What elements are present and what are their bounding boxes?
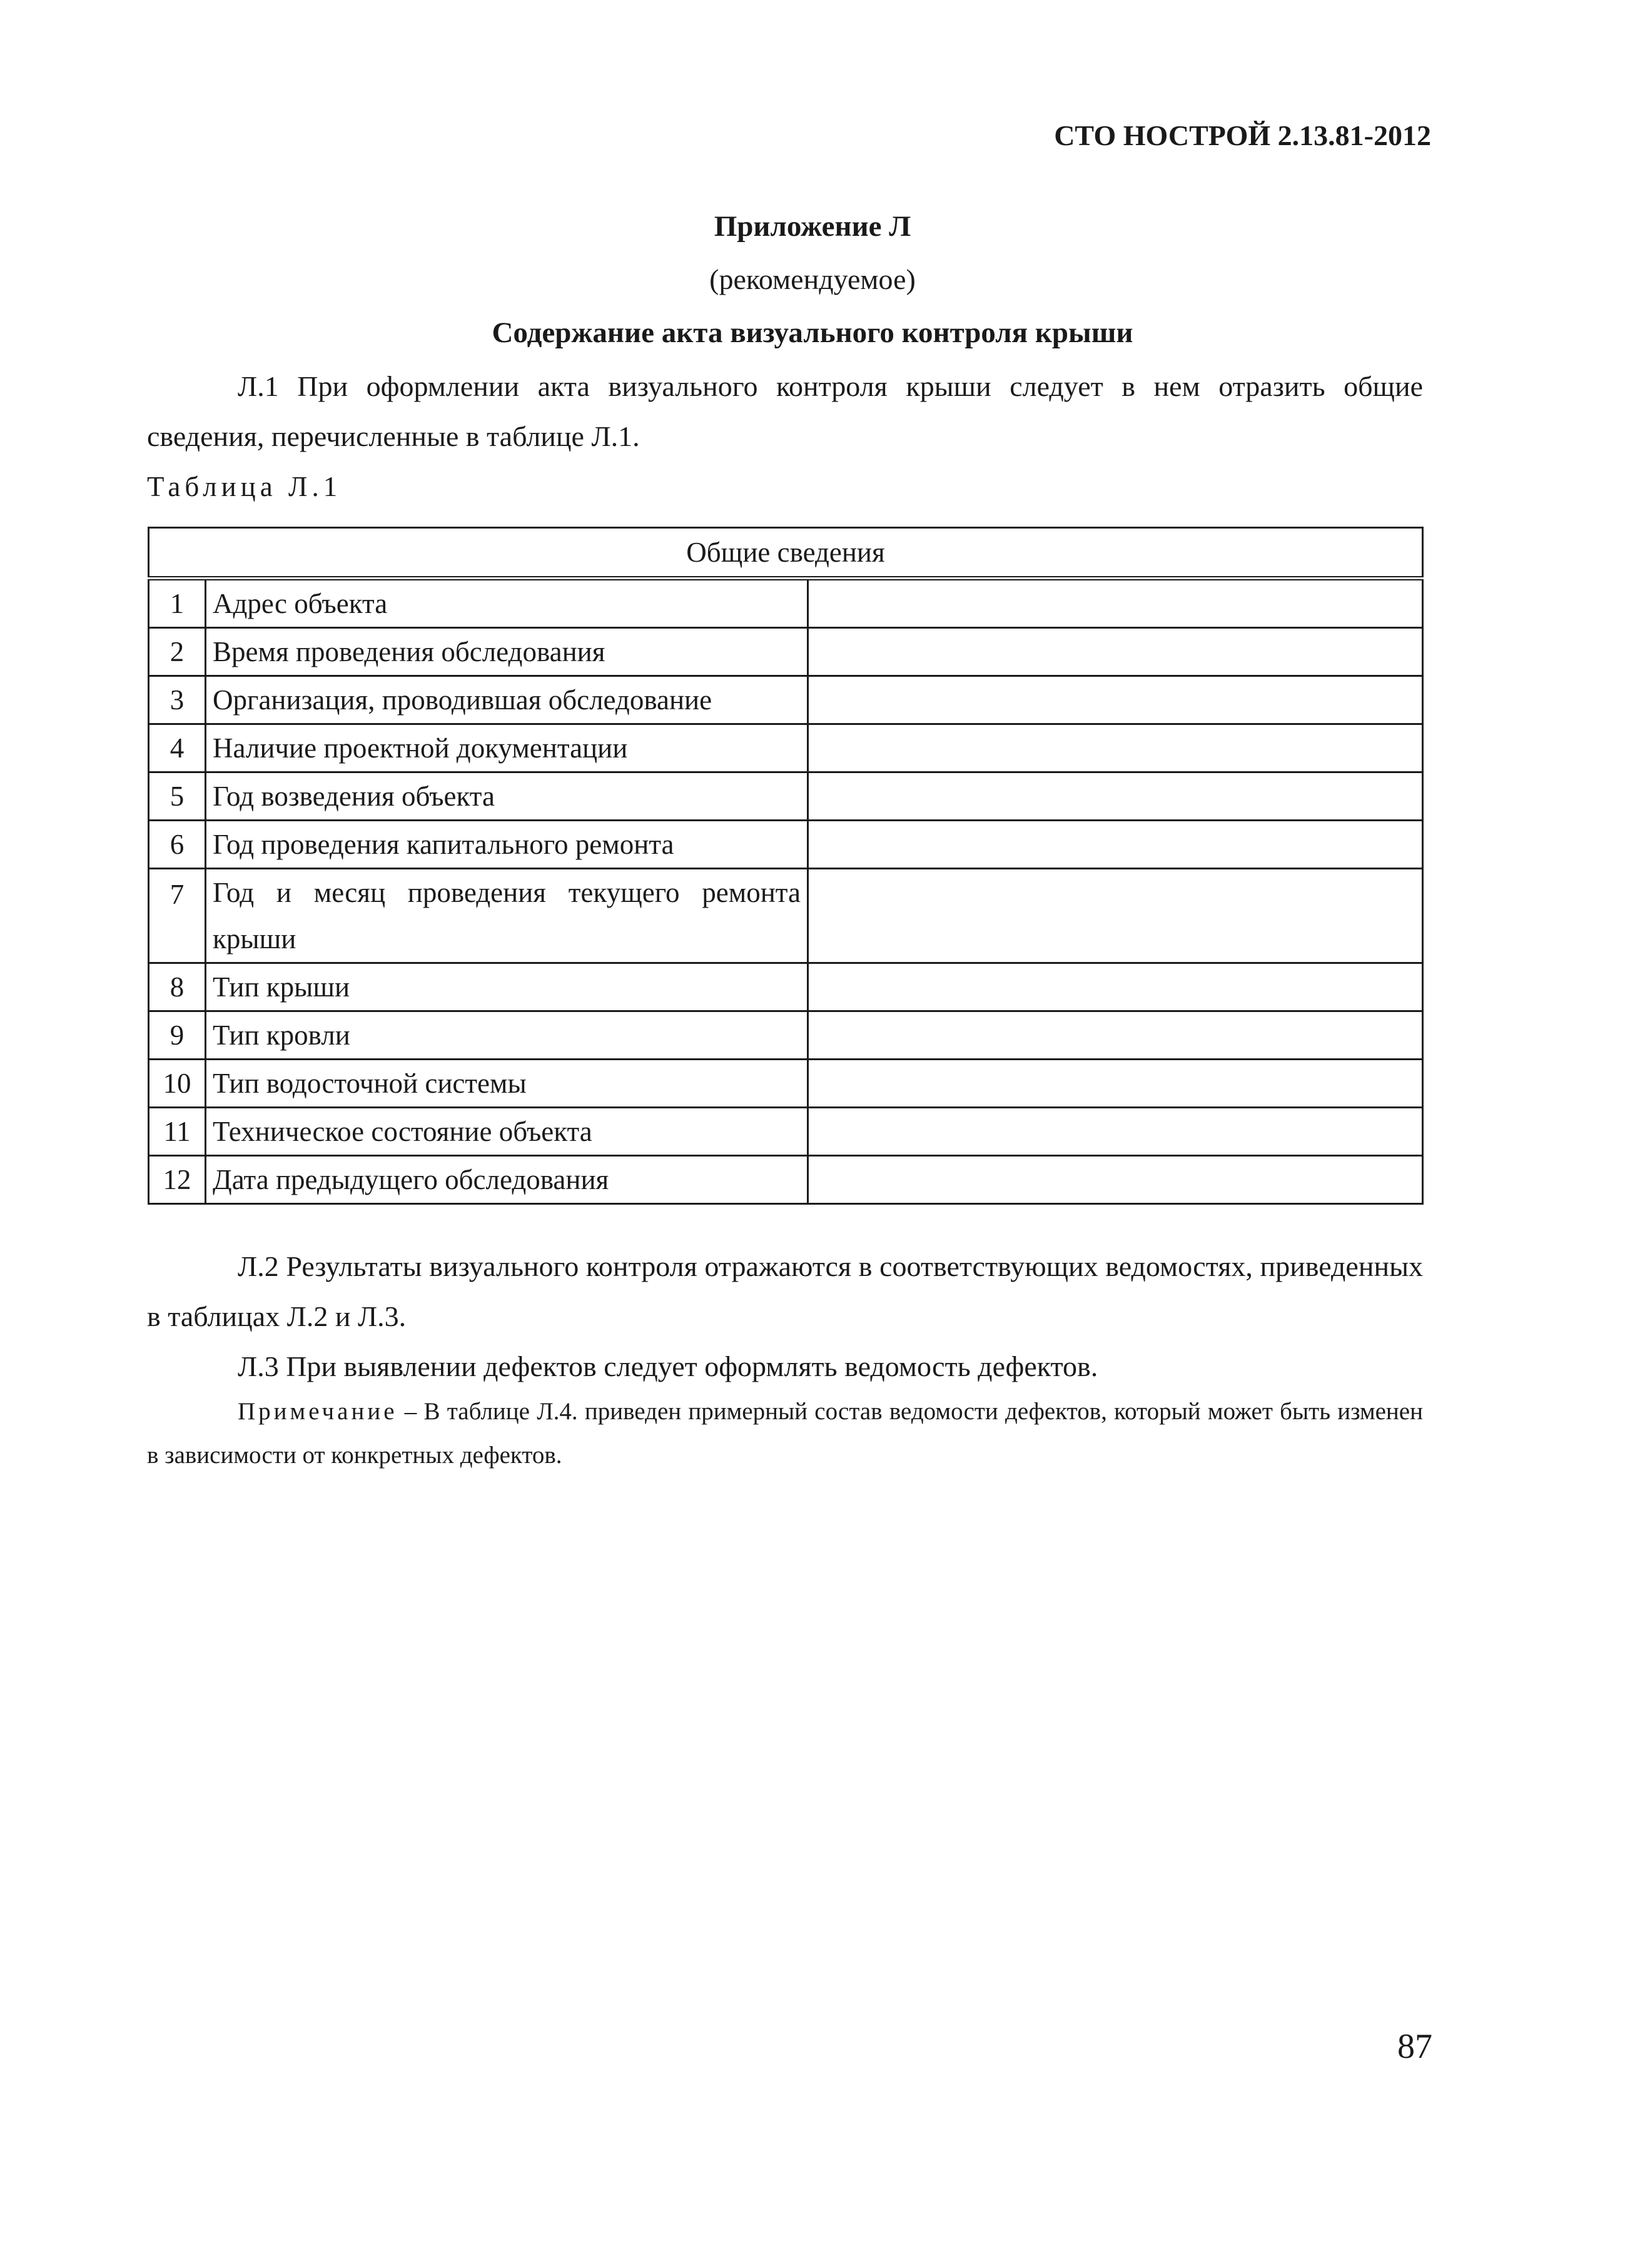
row-number: 10 [149, 1060, 206, 1108]
paragraph-l2: Л.2 Результаты визуального контроля отражаются в соответствующих ведомостях, приведенных в таблицах Л.2 и Л.3. [147, 1250, 1423, 1332]
appendix-heading: Содержание акта визуального контроля крыши [492, 316, 1133, 349]
table-row [149, 1156, 1423, 1204]
row-label: Год проведения капитального ремонта [206, 821, 808, 869]
row-value [808, 724, 1423, 772]
row-value [808, 772, 1423, 821]
row-label: Дата предыдущего обследования [206, 1156, 808, 1204]
table-row [149, 1060, 1423, 1108]
row-value [808, 1108, 1423, 1156]
row-number: 1 [149, 579, 206, 628]
row-number: 12 [149, 1156, 206, 1204]
row-value [808, 628, 1423, 676]
row-value [808, 821, 1423, 869]
row-number: 8 [149, 963, 206, 1011]
paragraph-l3: Л.3 При выявлении дефектов следует оформлять ведомость дефектов. [238, 1350, 1098, 1382]
appendix-title: Приложение Л [714, 210, 911, 243]
row-label: Наличие проектной документации [206, 724, 808, 772]
table-row [149, 579, 1423, 628]
row-number: 9 [149, 1011, 206, 1060]
row-number: 5 [149, 772, 206, 821]
row-number: 2 [149, 628, 206, 676]
row-number: 7 [149, 869, 206, 963]
note [147, 1390, 1423, 1477]
row-label: Техническое состояние объекта [206, 1108, 808, 1156]
row-label: Год и месяц проведения текущего ремонта крыши [206, 869, 808, 963]
row-number: 3 [149, 676, 206, 724]
row-label: Год возведения объекта [206, 772, 808, 821]
general-info-table [148, 527, 1424, 1205]
row-number: 11 [149, 1108, 206, 1156]
appendix-type: (рекомендуемое) [709, 263, 916, 295]
row-label: Тип водосточной системы [206, 1060, 808, 1108]
table-row [149, 1108, 1423, 1156]
row-value [808, 1011, 1423, 1060]
table-row [149, 963, 1423, 1011]
table-row [149, 676, 1423, 724]
note-label: Примечание [238, 1398, 398, 1425]
table-row [149, 1011, 1423, 1060]
row-value [808, 676, 1423, 724]
table-row [149, 628, 1423, 676]
row-value [808, 1156, 1423, 1204]
table-row [149, 821, 1423, 869]
row-number: 6 [149, 821, 206, 869]
row-value [808, 579, 1423, 628]
row-label: Тип крыши [206, 963, 808, 1011]
note-text: – В таблице Л.4. приведен примерный состав ведомости дефектов, который может быть изменен в зависимости от конкретных дефектов. [147, 1398, 1423, 1469]
row-label: Тип кровли [206, 1011, 808, 1060]
table-caption: Таблица Л.1 [147, 471, 342, 502]
table-row [149, 724, 1423, 772]
row-value [808, 869, 1423, 963]
row-number: 4 [149, 724, 206, 772]
row-label: Адрес объекта [206, 579, 808, 628]
page-number: 87 [1397, 2027, 1432, 2066]
table-header: Общие сведения [149, 528, 1423, 579]
table-row [149, 772, 1423, 821]
row-value [808, 963, 1423, 1011]
row-value [808, 1060, 1423, 1108]
row-label: Время проведения обследования [206, 628, 808, 676]
document-code: СТО НОСТРОЙ 2.13.81-2012 [1054, 119, 1431, 151]
table-row [149, 869, 1423, 963]
paragraph-l1: Л.1 При оформлении акта визуального контроля крыши следует в нем отразить общие сведения, перечисленные в таблице Л.1. [147, 370, 1423, 452]
row-label: Организация, проводившая обследование [206, 676, 808, 724]
